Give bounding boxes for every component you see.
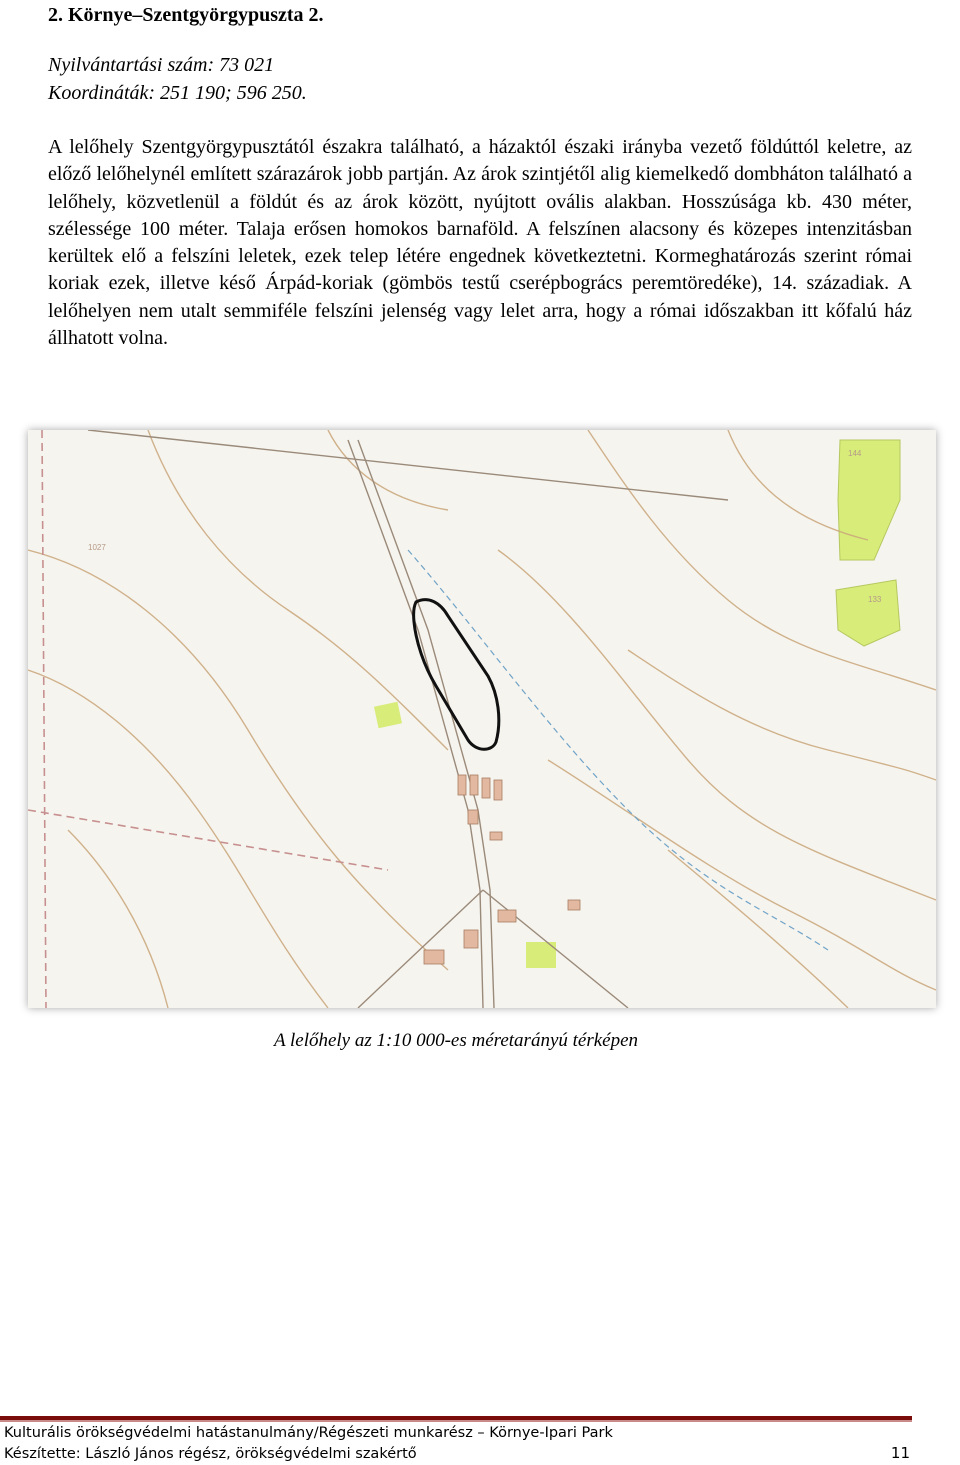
map-caption: A lelőhely az 1:10 000-es méretarányú térképen — [273, 1030, 639, 1051]
section-heading: 2. Környe–Szentgyörgypuszta 2. — [48, 4, 324, 26]
site-map — [28, 430, 936, 1008]
svg-text:1027: 1027 — [88, 543, 106, 552]
footer-title: Kulturális örökségvédelmi hatástanulmány/Régészeti munkarész – Környe-Ipari Park — [4, 1425, 613, 1441]
footer-divider — [0, 1416, 912, 1422]
svg-text:144: 144 — [848, 449, 862, 458]
coordinates: Koordináták: 251 190; 596 250. — [48, 82, 307, 104]
footer-author: Készítette: László János régész, örökségvédelmi szakértő — [4, 1446, 417, 1462]
page-number: 11 — [890, 1444, 910, 1462]
site-description: A lelőhely Szentgyörgypusztától északra található, a házaktól északi irányba vezető földúttól keletre, az előző lelőhelynél említett szárazárok jobb partján. Az árok szintjétől alig kiemelkedő dombháton található a lelőhely, közvetlenül a földút és az árok között, nyújtott ovális alakban. Hosszúsága kb. 430 méter, szélessége 100 méter. Talaja erősen homokos barnaföld. A felszínen alacsony és közepes intenzitásban kerültek elő a felszíni leletek, ezek telep létére engednek következtetni. Kormeghatározás szerint római koriak ezek, illetve késő Árpád-koriak (gömbös testű cserépbogrács peremtöredéke), 14. századiak. A lelőhelyen nem utalt semmiféle felszíni jelenség vagy lelet arra, hogy a római időszakban itt kőfalú ház állhatott volna. — [48, 136, 912, 350]
svg-text:133: 133 — [868, 595, 882, 604]
registry-number: Nyilvántartási szám: 73 021 — [48, 54, 275, 76]
